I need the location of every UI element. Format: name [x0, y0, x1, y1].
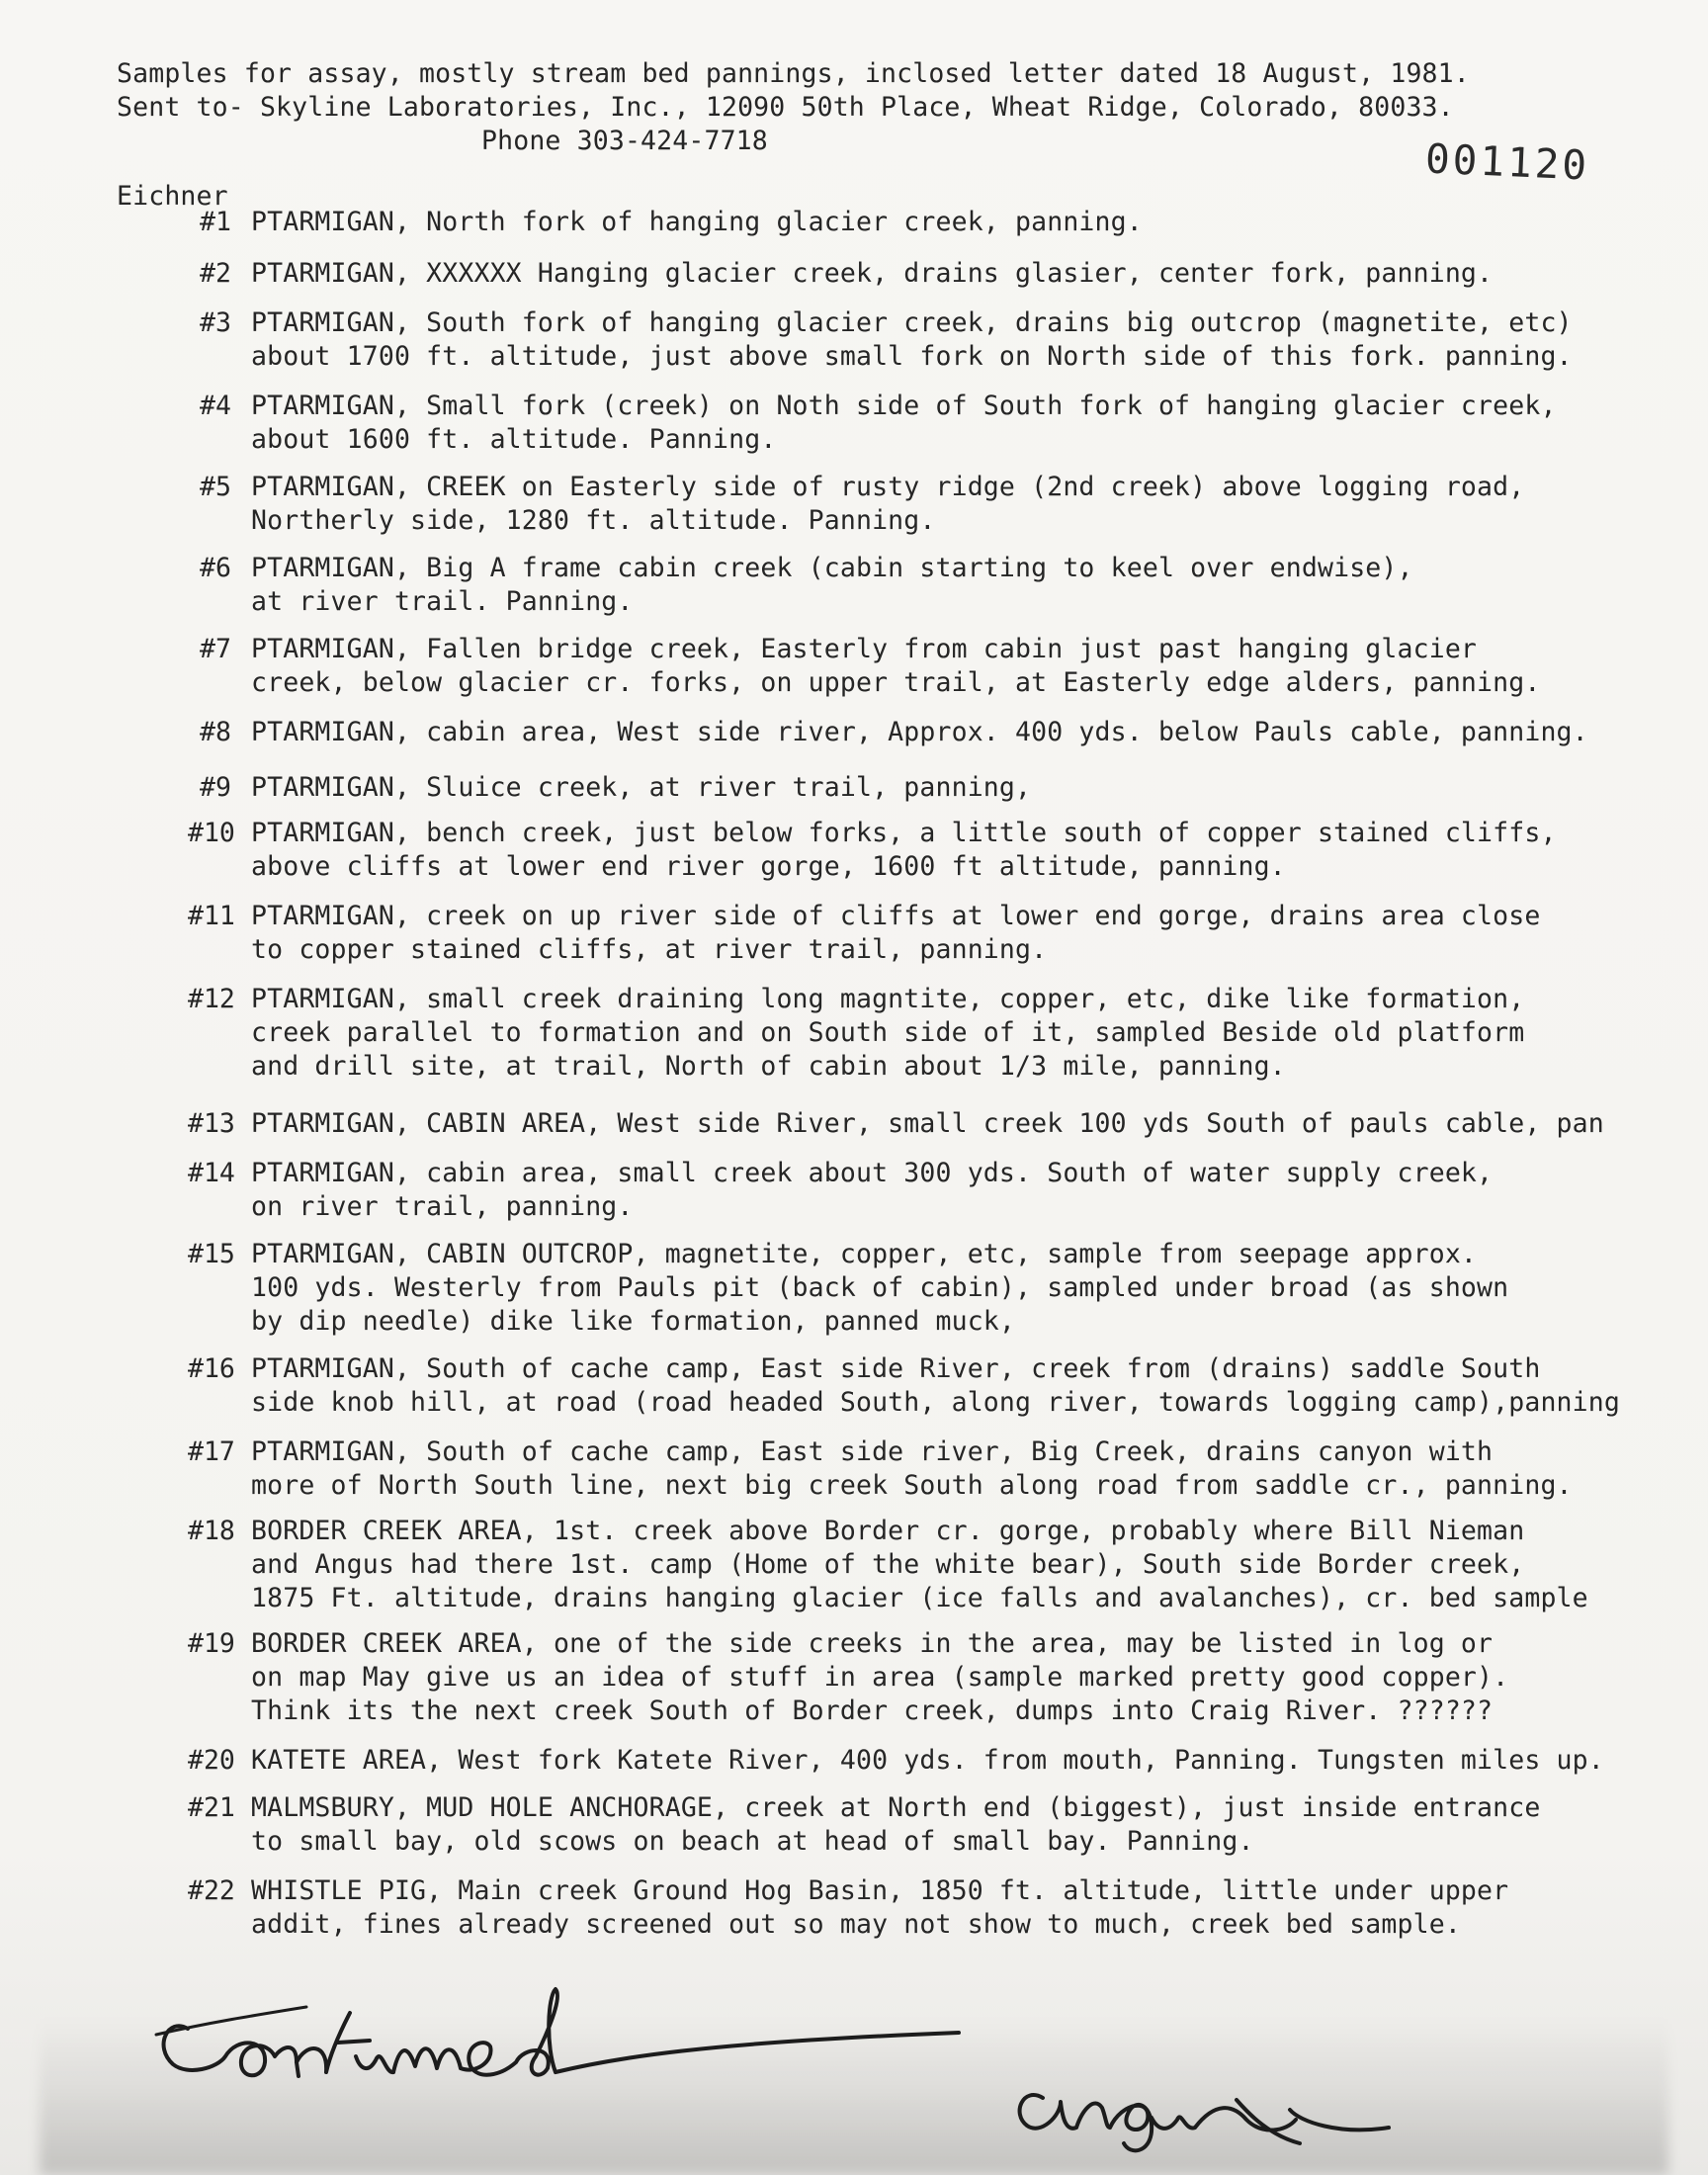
entry-text-line: to copper stained cliffs, at river trail, panning. — [251, 934, 1048, 965]
entry-number: #17 — [188, 1436, 235, 1467]
entry-number: #6 — [200, 553, 231, 583]
entry-text-line: on map May give us an idea of stuff in area (sample marked pretty good copper). — [251, 1662, 1509, 1693]
entry-number: #2 — [200, 258, 231, 289]
entry-number: #20 — [188, 1745, 235, 1776]
entry-text-line: about 1600 ft. altitude. Panning. — [251, 424, 777, 455]
entry-number: #7 — [200, 634, 231, 664]
entry-text-line: PTARMIGAN, Fallen bridge creek, Easterly from cabin just past hanging glacier — [251, 634, 1478, 664]
entry-number: #9 — [200, 772, 231, 803]
entry-number: #22 — [188, 1875, 235, 1906]
entry-text-line: on river trail, panning. — [251, 1191, 634, 1222]
entry-number: #1 — [200, 207, 231, 237]
handwritten-continued — [148, 1977, 988, 2126]
entry-text-line: and Angus had there 1st. camp (Home of the white bear), South side Border creek, — [251, 1549, 1525, 1580]
entry-number: #14 — [188, 1158, 235, 1188]
entry-number: #5 — [200, 472, 231, 502]
entry-text-line: PTARMIGAN, cabin area, West side river, Approx. 400 yds. below Pauls cable, panning. — [251, 717, 1588, 747]
entry-number: #16 — [188, 1353, 235, 1384]
entry-text-line: BORDER CREEK AREA, one of the side creeks in the area, may be listed in log or — [251, 1628, 1494, 1659]
entry-text-line: PTARMIGAN, Big A frame cabin creek (cabin starting to keel over endwise), — [251, 553, 1413, 583]
entry-number: #10 — [188, 818, 235, 848]
entry-text-line: PTARMIGAN, bench creek, just below forks, a little south of copper stained cliffs, — [251, 818, 1557, 848]
entry-text-line: PTARMIGAN, CREEK on Easterly side of rusty ridge (2nd creek) above logging road, — [251, 472, 1525, 502]
entry-text-line: PTARMIGAN, North fork of hanging glacier creek, panning. — [251, 207, 1143, 237]
entry-text-line: Northerly side, 1280 ft. altitude. Panning. — [251, 505, 936, 536]
entry-text-line: KATETE AREA, West fork Katete River, 400 yds. from mouth, Panning. Tungsten miles up. — [251, 1745, 1604, 1776]
entry-text-line: creek parallel to formation and on South side of it, sampled Beside old platform — [251, 1017, 1525, 1048]
entry-number: #12 — [188, 984, 235, 1014]
entry-text-line: side knob hill, at road (road headed South, along river, towards logging camp),panning — [251, 1387, 1620, 1418]
entry-text-line: to small bay, old scows on beach at head of small bay. Panning. — [251, 1826, 1254, 1857]
entry-text-line: about 1700 ft. altitude, just above small fork on North side of this fork. panning. — [251, 341, 1573, 372]
entry-text-line: 1875 Ft. altitude, drains hanging glacier (ice falls and avalanches), cr. bed sample — [251, 1583, 1588, 1613]
author-name: Eichner — [117, 181, 228, 212]
entry-text-line: PTARMIGAN, South of cache camp, East side River, creek from (drains) saddle South — [251, 1353, 1541, 1384]
entry-text-line: PTARMIGAN, CABIN AREA, West side River, small creek 100 yds South of pauls cable, pan — [251, 1108, 1604, 1139]
entry-text-line: WHISTLE PIG, Main creek Ground Hog Basin, 1850 ft. altitude, little under upper — [251, 1875, 1509, 1906]
entry-text-line: addit, fines already screened out so may not show to much, creek bed sample. — [251, 1909, 1461, 1940]
document-number: 001120 — [1424, 134, 1591, 190]
entry-text-line: BORDER CREEK AREA, 1st. creek above Border cr. gorge, probably where Bill Nieman — [251, 1516, 1525, 1546]
entry-text-line: creek, below glacier cr. forks, on upper trail, at Easterly edge alders, panning. — [251, 667, 1541, 698]
entry-text-line: PTARMIGAN, creek on up river side of cliffs at lower end gorge, drains area close — [251, 901, 1541, 931]
entry-number: #15 — [188, 1239, 235, 1269]
entry-text-line: PTARMIGAN, XXXXXX Hanging glacier creek, drains glasier, center fork, panning. — [251, 258, 1494, 289]
entry-text-line: 100 yds. Westerly from Pauls pit (back of cabin), sampled under broad (as shown — [251, 1272, 1509, 1303]
entry-text-line: more of North South line, next big creek South along road from saddle cr., panning. — [251, 1470, 1573, 1501]
entry-number: #8 — [200, 717, 231, 747]
header-phone: Phone 303-424-7718 — [481, 126, 768, 156]
entry-text-line: PTARMIGAN, cabin area, small creek about 300 yds. South of water supply creek, — [251, 1158, 1494, 1188]
header-line-1: Samples for assay, mostly stream bed pannings, inclosed letter dated 18 August, 1981. — [117, 58, 1470, 89]
handwritten-signature-angus — [1003, 2037, 1399, 2155]
entry-number: #3 — [200, 307, 231, 338]
entry-number: #21 — [188, 1792, 235, 1823]
entry-number: #13 — [188, 1108, 235, 1139]
entry-text-line: PTARMIGAN, Small fork (creek) on Noth side of South fork of hanging glacier creek, — [251, 391, 1557, 421]
entry-text-line: Think its the next creek South of Border creek, dumps into Craig River. ?????? — [251, 1696, 1494, 1726]
entry-number: #4 — [200, 391, 231, 421]
entry-text-line: at river trail. Panning. — [251, 586, 634, 617]
entry-text-line: PTARMIGAN, Sluice creek, at river trail, panning, — [251, 772, 1032, 803]
entry-text-line: PTARMIGAN, CABIN OUTCROP, magnetite, copper, etc, sample from seepage approx. — [251, 1239, 1478, 1269]
entry-number: #11 — [188, 901, 235, 931]
entry-text-line: by dip needle) dike like formation, panned muck, — [251, 1306, 1016, 1337]
entry-text-line: PTARMIGAN, small creek draining long magntite, copper, etc, dike like formation, — [251, 984, 1525, 1014]
header-line-2: Sent to- Skyline Laboratories, Inc., 12090 50th Place, Wheat Ridge, Colorado, 80033. — [117, 92, 1454, 123]
entry-text-line: above cliffs at lower end river gorge, 1600 ft altitude, panning. — [251, 851, 1286, 882]
entry-text-line: PTARMIGAN, South of cache camp, East side river, Big Creek, drains canyon with — [251, 1436, 1494, 1467]
entry-number: #18 — [188, 1516, 235, 1546]
entry-text-line: MALMSBURY, MUD HOLE ANCHORAGE, creek at North end (biggest), just inside entrance — [251, 1792, 1541, 1823]
entry-text-line: PTARMIGAN, South fork of hanging glacier creek, drains big outcrop (magnetite, etc) — [251, 307, 1573, 338]
entry-number: #19 — [188, 1628, 235, 1659]
entry-text-line: and drill site, at trail, North of cabin about 1/3 mile, panning. — [251, 1051, 1286, 1082]
